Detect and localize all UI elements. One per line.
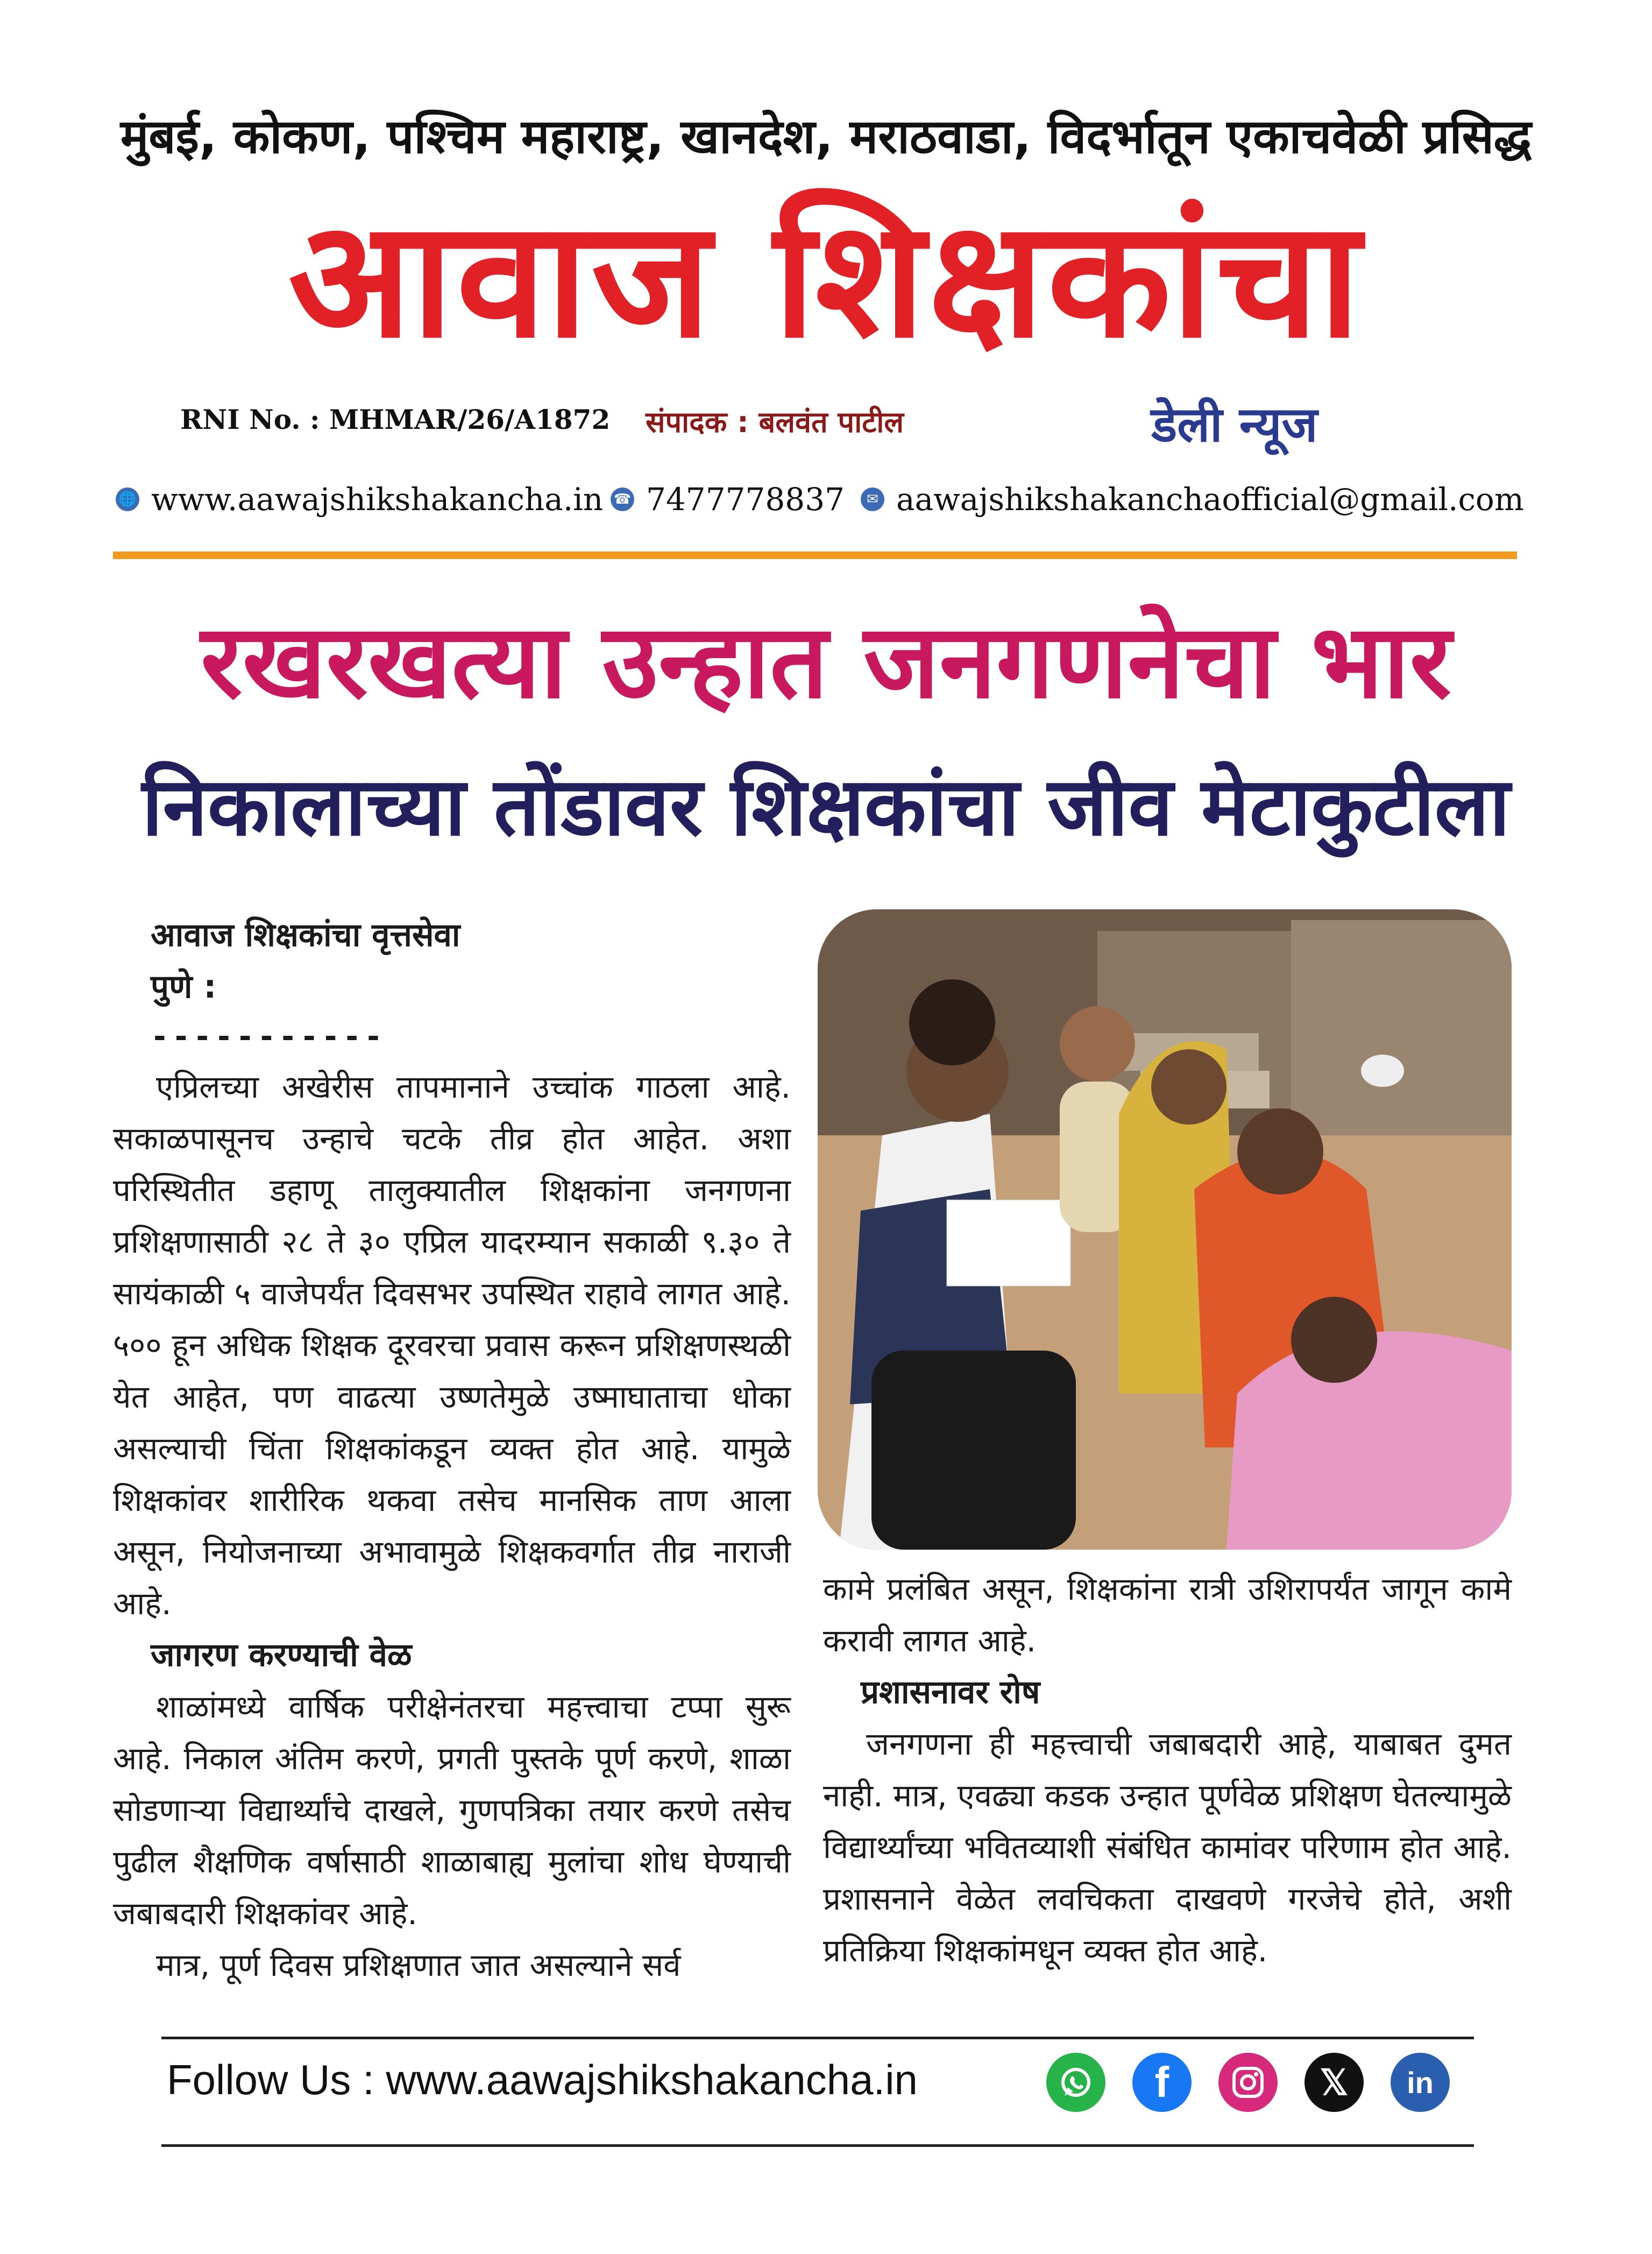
headline: रखरखत्या उन्हात जनगणनेचा भार — [200, 602, 1452, 721]
subheading-2: प्रशासनावर रोष — [861, 1673, 1040, 1711]
editor-credit: संपादक : बलवंत पाटील — [646, 405, 904, 439]
phone-icon: ☎ — [611, 487, 634, 511]
photo-illustration — [818, 909, 1512, 1550]
masthead-title: आवाज शिक्षकांचा — [288, 186, 1364, 373]
whatsapp-icon[interactable] — [1046, 2053, 1105, 2112]
article-photo — [818, 909, 1512, 1550]
paragraph-2: शाळांमध्ये वार्षिक परीक्षेनंतरचा महत्त्वाचा टप्पा सुरू आहे. निकाल अंतिम करणे, प्रगती पुस्तके पूर्ण करणे, शाळा सोडणाऱ्या विद्यार्थ्यांचे दाखले, गुणपत्रिका तयार करणे तसेच पुढील शैक्षणिक वर्षासाठी शाळाबाह्य मुलांचा शोध घेण्याची जबाबदारी शिक्षकांवर आहे. — [113, 1688, 791, 1932]
email-contact[interactable] — [861, 478, 1524, 521]
follow-us-text[interactable]: Follow Us : www.aawajshikshakancha.in — [167, 2056, 918, 2103]
website-text: www.aawajshikshakancha.in — [151, 481, 604, 518]
globe-icon: 🌐 — [116, 487, 139, 511]
mail-icon: ✉ — [861, 487, 884, 511]
paragraph-4: जनगणना ही महत्त्वाची जबाबदारी आहे, याबाबत दुमत नाही. मात्र, एवढ्या कडक उन्हात पूर्णवेळ प्रशिक्षण घेतल्यामुळे विद्यार्थ्यांच्या भवितव्याशी संबंधित कामांवर परिणाम होत आहे. प्रशासनाने वेळेत लवचिकता दाखवणे गरजेचे होते, अशी प्रतिक्रिया शिक्षकांमधून व्यक्त होत आहे. — [823, 1726, 1512, 1969]
subheadline: निकालाच्या तोंडावर शिक्षकांचा जीव मेटाकुटीला — [141, 760, 1511, 854]
dateline-divider: ----------- — [151, 1019, 386, 1054]
phone-text: 7477778837 — [646, 481, 845, 518]
paragraph-1: एप्रिलच्या अखेरीस तापमानाने उच्चांक गाठला आहे. सकाळपासूनच उन्हाचे चटके तीव्र होत आहेत. अशा परिस्थितीत डहाणू तालुक्यातील शिक्षकांना जनगणना प्रशिक्षणासाठी २८ ते ३० एप्रिल यादरम्यान सकाळी ९.३० ते सायंकाळी ५ वाजेपर्यंत दिवसभर उपस्थित राहावे लागत आहे. ५०० हून अधिक शिक्षक दूरवरचा प्रवास करून प्रशिक्षणस्थळी येत आहेत, पण वाढत्या उष्णतेमुळे उष्माघाताचा धोका असल्याची चिंता शिक्षकांकडून व्यक्त होत आहे. यामुळे शिक्षकांवर शारीरिक थकवा तसेच मानसिक ताण आला असून, नियोजनाच्या अभावामुळे शिक्षकवर्गात तीव्र नाराजी आहे. — [113, 1069, 791, 1622]
x-icon[interactable]: 𝕏 — [1304, 2053, 1364, 2112]
dateline: पुणे : — [151, 968, 217, 1006]
footer-top-rule — [161, 2037, 1474, 2039]
email-text: aawajshikshakanchaofficial@gmail.com — [896, 481, 1524, 518]
tagline: मुंबई, कोकण, पश्चिम महाराष्ट्र, खानदेश, मराठवाडा, विदर्भातून एकाचवेळी प्रसिद्ध — [120, 109, 1532, 164]
paragraph-3: मात्र, पूर्ण दिवस प्रशिक्षणात जात असल्याने सर्व — [156, 1947, 681, 1983]
header-divider — [113, 552, 1517, 559]
edition-label: डेली न्यूज — [1151, 397, 1318, 453]
website-contact[interactable] — [116, 478, 603, 521]
right-column — [823, 1563, 1512, 1976]
paragraph-3-continued: कामे प्रलंबित असून, शिक्षकांना रात्री उशिरापर्यंत जागून कामे करावी लागत आहे. — [823, 1571, 1512, 1659]
instagram-icon[interactable] — [1218, 2053, 1278, 2112]
subheading-1: जागरण करण्याची वेळ — [151, 1636, 412, 1674]
left-column — [113, 909, 791, 1991]
facebook-icon[interactable]: f — [1132, 2053, 1192, 2112]
footer-bottom-rule — [161, 2144, 1474, 2147]
byline: आवाज शिक्षकांचा वृत्तसेवा — [151, 916, 460, 954]
phone-contact[interactable] — [611, 478, 845, 521]
rni-number: RNI No. : MHMAR/26/A1872 — [180, 404, 611, 435]
linkedin-icon[interactable]: in — [1391, 2053, 1450, 2112]
